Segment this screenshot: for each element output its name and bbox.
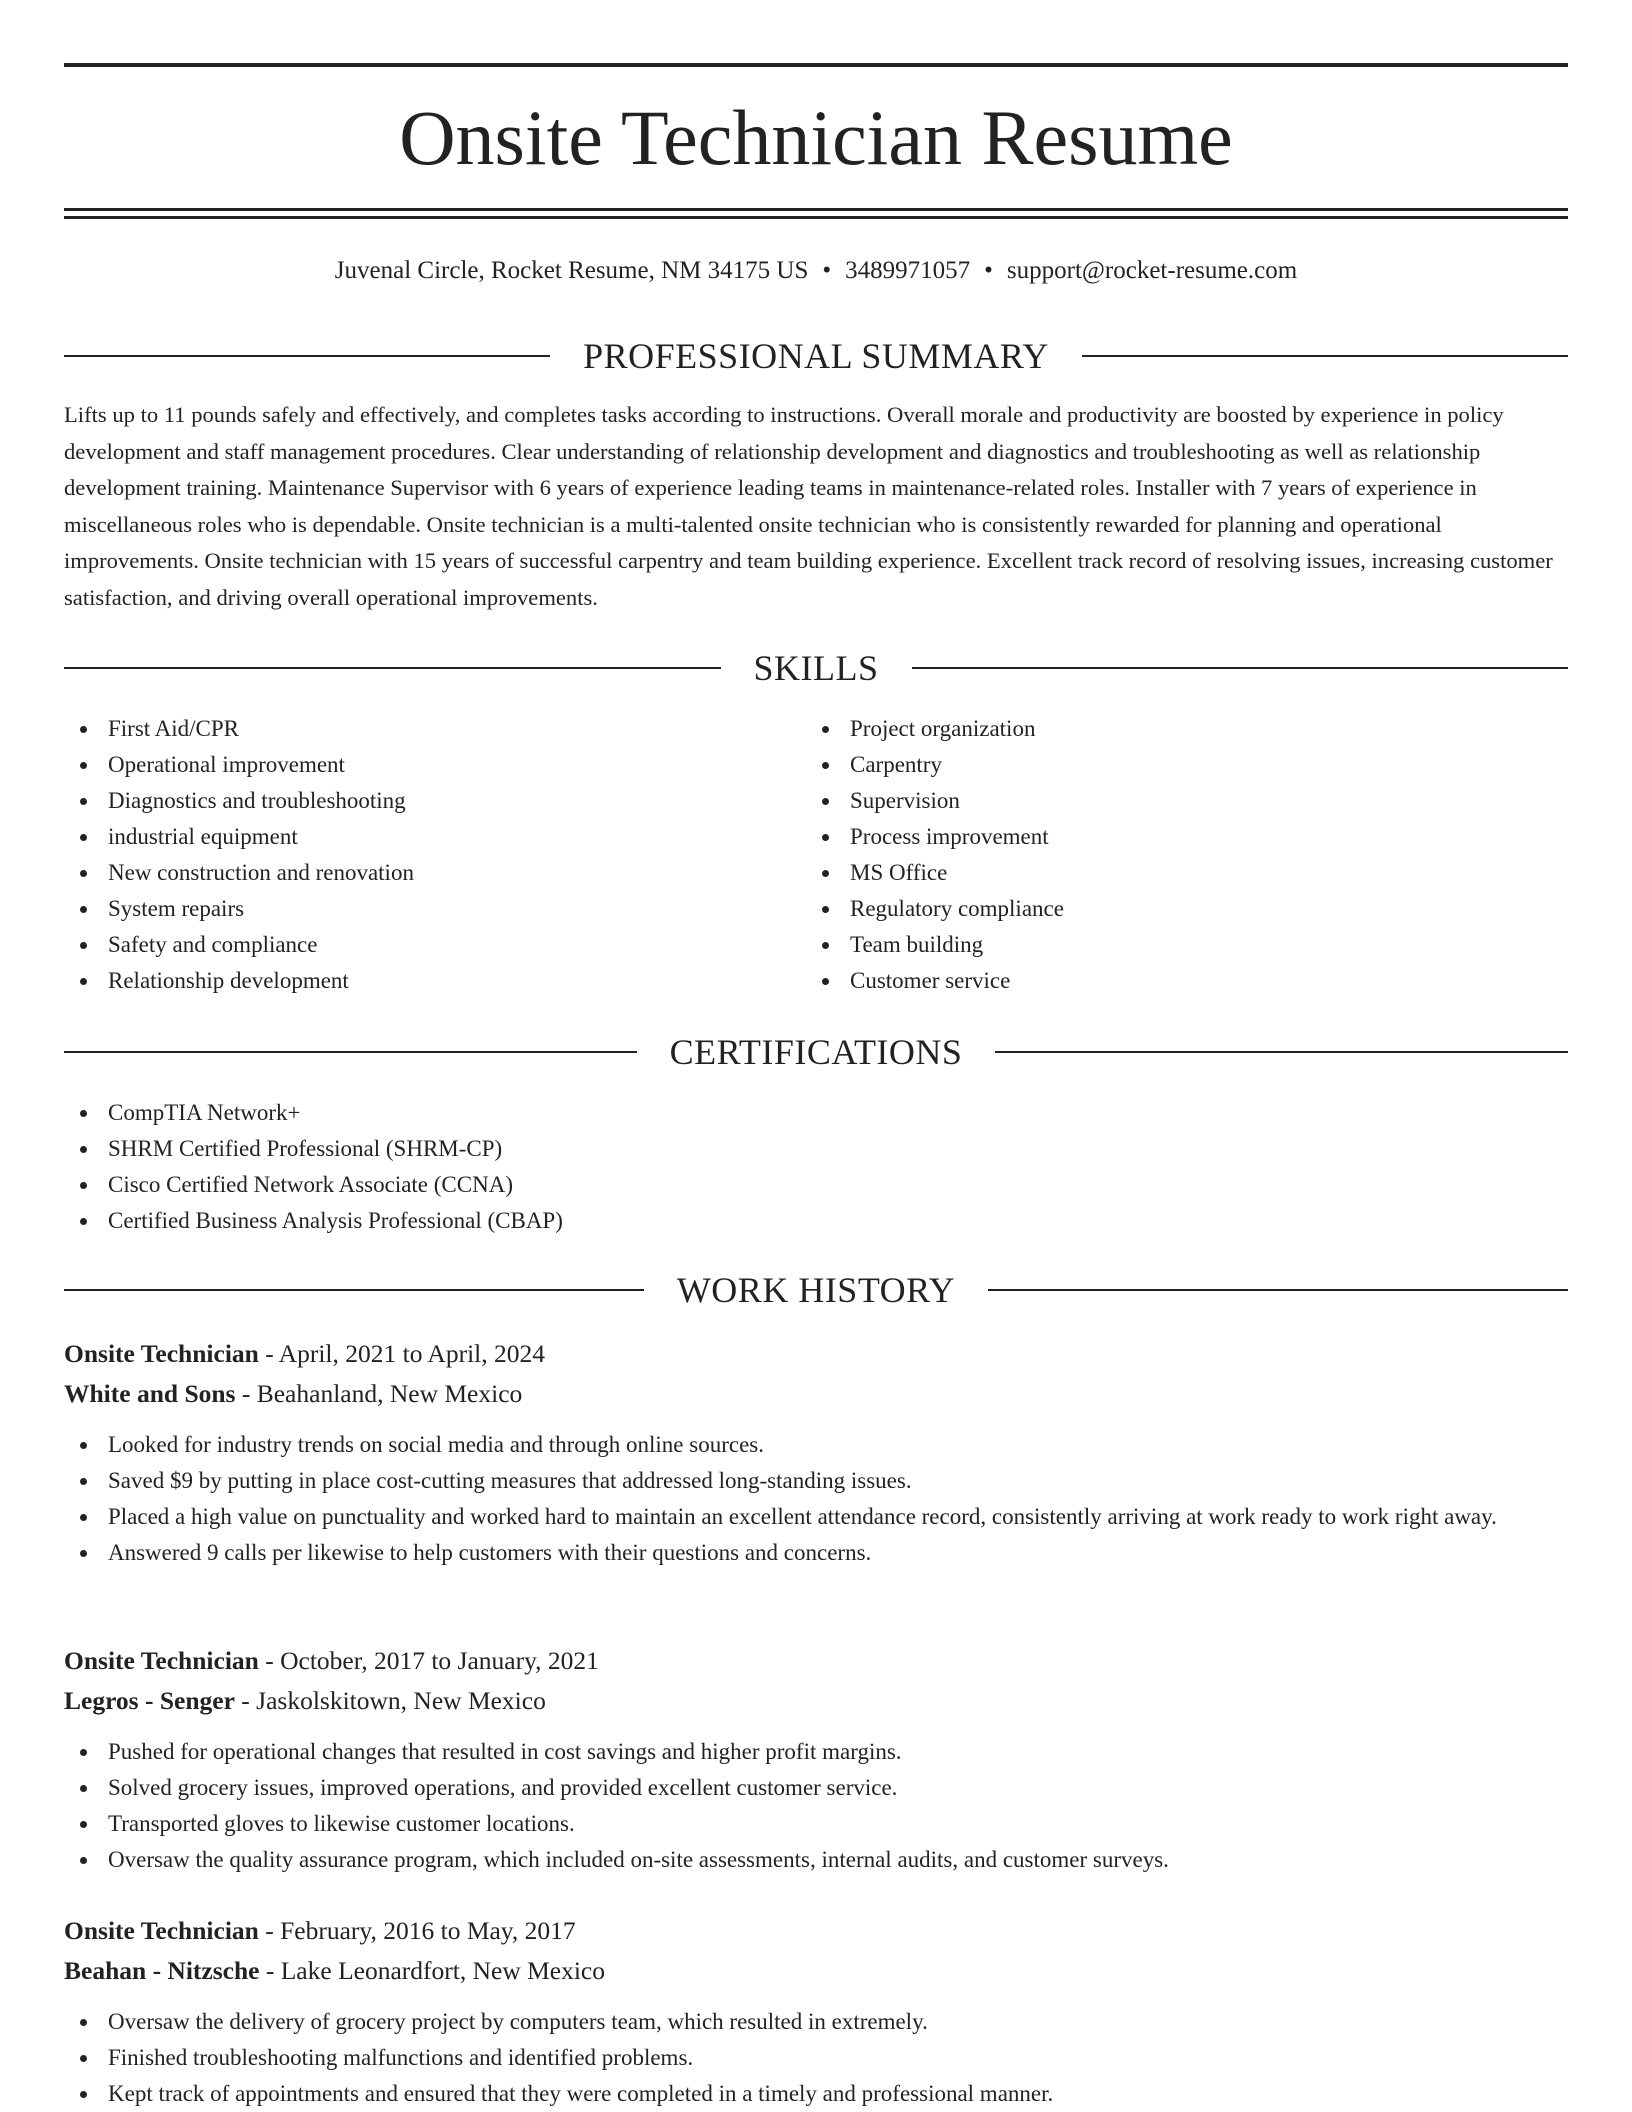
skills-list-left <box>64 711 764 999</box>
skill-item: System repairs <box>64 891 764 927</box>
job-entry <box>64 1912 1568 2112</box>
summary-heading-label: PROFESSIONAL SUMMARY <box>583 336 1049 376</box>
job-company: White and Sons <box>64 1379 236 1408</box>
job-bullet: Placed a high value on punctuality and worked hard to maintain an excellent attendance record, consistently arriving at work ready to work right away. <box>64 1499 1568 1535</box>
heading-rule-right <box>988 1289 1568 1291</box>
skill-item: Project organization <box>806 711 1506 747</box>
header-double-rule-lower <box>64 216 1568 219</box>
heading-rule-left <box>64 667 721 669</box>
skill-item: Process improvement <box>806 819 1506 855</box>
job-location: - Beahanland, New Mexico <box>235 1379 523 1408</box>
skills-heading <box>64 646 1568 690</box>
job-bullet: Saved $9 by putting in place cost-cutting measures that addressed long-standing issues. <box>64 1463 1568 1499</box>
skills-heading-label: SKILLS <box>753 648 879 688</box>
heading-rule-left <box>64 355 550 357</box>
work-history-heading <box>64 1268 1568 1312</box>
contact-line <box>64 254 1568 288</box>
certifications-heading <box>64 1030 1568 1074</box>
job-bullet: Oversaw the quality assurance program, which included on-site assessments, internal audits, and customer surveys. <box>64 1842 1568 1878</box>
certification-item: Certified Business Analysis Professional (CBAP) <box>64 1203 1568 1239</box>
certification-item: SHRM Certified Professional (SHRM-CP) <box>64 1131 1568 1167</box>
job-entry <box>64 1642 1568 1878</box>
job-bullet: Answered 9 calls per likewise to help customers with their questions and concerns. <box>64 1535 1568 1571</box>
skill-item: Carpentry <box>806 747 1506 783</box>
skill-item: Team building <box>806 927 1506 963</box>
contact-separator: • <box>984 257 993 284</box>
skill-item: Supervision <box>806 783 1506 819</box>
job-bullet: Pushed for operational changes that resulted in cost savings and higher profit margins. <box>64 1734 1568 1770</box>
contact-email[interactable]: support@rocket-resume.com <box>1006 257 1298 284</box>
heading-rule-left <box>64 1051 637 1053</box>
job-dates: - February, 2016 to May, 2017 <box>258 1916 576 1945</box>
heading-rule-right <box>912 667 1569 669</box>
job-dates: - April, 2021 to April, 2024 <box>258 1339 546 1368</box>
contact-separator: • <box>822 257 832 284</box>
job-company: Legros - Senger <box>64 1686 235 1715</box>
job-company-line <box>64 1375 1568 1413</box>
skill-item: industrial equipment <box>64 819 764 855</box>
summary-text: Lifts up to 11 pounds safely and effectively, and completes tasks according to instructions. Overall morale and productivity are boosted by experience in policy development and staff management procedures. Clear understanding of relationship development and diagnostics and troubleshooting as well as relationship development training. Maintenance Supervisor with 6 years of experience leading teams in maintenance-related roles. Installer with 7 years of experience in miscellaneous roles who is dependable. Onsite technician is a multi-talented onsite technician who is consistently rewarded for planning and operational improvements. Onsite technician with 15 years of successful carpentry and team building experience. Excellent track record of resolving issues, increasing customer satisfaction, and driving overall operational improvements. <box>64 402 1553 610</box>
skill-item: Regulatory compliance <box>806 891 1506 927</box>
job-title-line <box>64 1912 1568 1950</box>
certification-item: Cisco Certified Network Associate (CCNA) <box>64 1167 1568 1203</box>
job-company-line <box>64 1682 1568 1720</box>
job-company-line <box>64 1952 1568 1990</box>
certifications-heading-label: CERTIFICATIONS <box>669 1032 963 1072</box>
job-dates: - October, 2017 to January, 2021 <box>258 1646 599 1675</box>
job-title: Onsite Technician <box>64 1646 259 1675</box>
job-bullet: Oversaw the delivery of grocery project by computers team, which resulted in extremely. <box>64 2004 1568 2040</box>
skill-item: Relationship development <box>64 963 764 999</box>
skill-item: First Aid/CPR <box>64 711 764 747</box>
work-history-heading-label: WORK HISTORY <box>676 1270 956 1310</box>
skill-item: New construction and renovation <box>64 855 764 891</box>
skill-item: Diagnostics and troubleshooting <box>64 783 764 819</box>
certification-item: CompTIA Network+ <box>64 1095 1568 1131</box>
heading-rule-right <box>1082 355 1568 357</box>
job-entry <box>64 1335 1568 1571</box>
summary-heading <box>64 334 1568 378</box>
certifications-list <box>64 1095 1568 1239</box>
contact-address: Juvenal Circle, Rocket Resume, NM 34175 US <box>334 257 809 284</box>
heading-rule-right <box>995 1051 1568 1053</box>
skill-item: MS Office <box>806 855 1506 891</box>
contact-phone: 3489971057 <box>845 257 971 284</box>
heading-rule-left <box>64 1289 644 1291</box>
skill-item: Safety and compliance <box>64 927 764 963</box>
job-bullets <box>64 1734 1568 1878</box>
skill-item: Customer service <box>806 963 1506 999</box>
header-double-rule-upper <box>64 208 1568 211</box>
job-title: Onsite Technician <box>64 1339 259 1368</box>
job-bullet: Looked for industry trends on social media and through online sources. <box>64 1427 1568 1463</box>
job-location: - Lake Leonardfort, New Mexico <box>259 1956 606 1985</box>
header-top-rule <box>64 63 1568 67</box>
job-title: Onsite Technician <box>64 1916 259 1945</box>
job-bullets <box>64 1427 1568 1571</box>
job-location: - Jaskolskitown, New Mexico <box>234 1686 546 1715</box>
resume-title: Onsite Technician Resume <box>399 94 1233 181</box>
skills-list-right <box>806 711 1506 999</box>
job-title-line <box>64 1335 1568 1373</box>
job-bullet: Finished troubleshooting malfunctions and identified problems. <box>64 2040 1568 2076</box>
job-title-line <box>64 1642 1568 1680</box>
skill-item: Operational improvement <box>64 747 764 783</box>
job-bullet: Kept track of appointments and ensured that they were completed in a timely and professional manner. <box>64 2076 1568 2112</box>
job-bullet: Solved grocery issues, improved operations, and provided excellent customer service. <box>64 1770 1568 1806</box>
job-bullet: Transported gloves to likewise customer locations. <box>64 1806 1568 1842</box>
job-company: Beahan - Nitzsche <box>64 1956 260 1985</box>
job-bullets <box>64 2004 1568 2112</box>
